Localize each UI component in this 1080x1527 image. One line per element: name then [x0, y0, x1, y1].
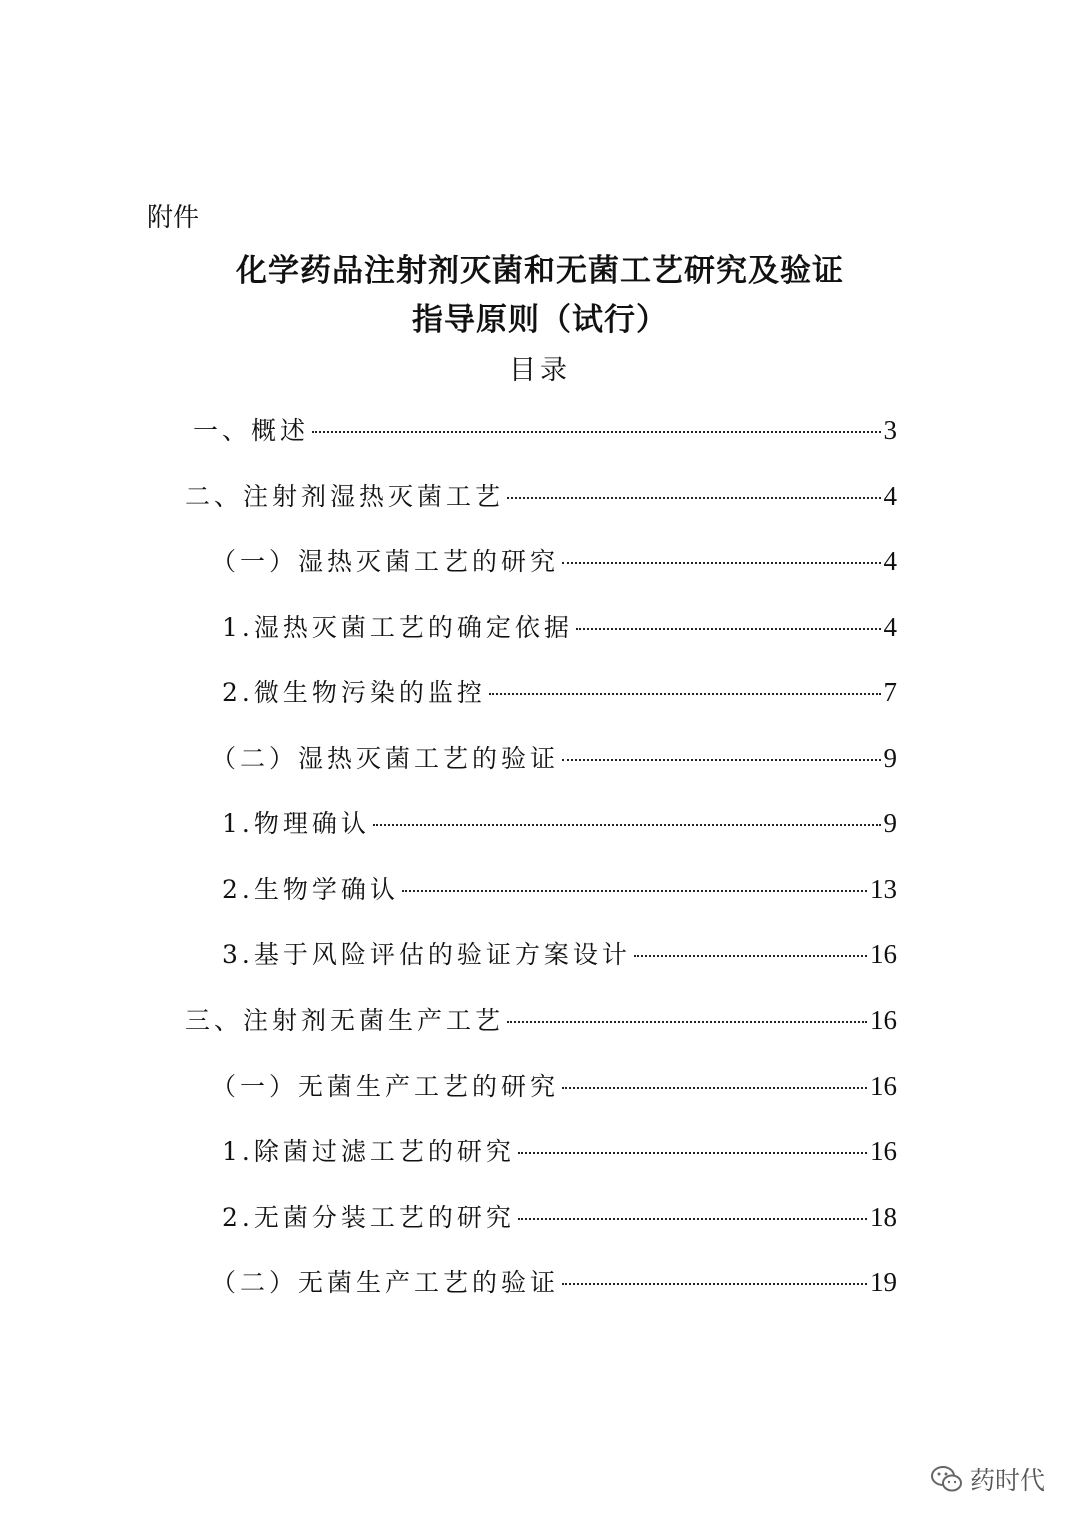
toc-entry[interactable]	[222, 1197, 897, 1237]
toc-entry-label: 1.物理确认	[222, 809, 370, 838]
wechat-icon	[930, 1464, 964, 1494]
toc-entry[interactable]	[211, 1262, 897, 1302]
toc-entry-label: 2.无菌分装工艺的研究	[222, 1203, 515, 1232]
toc-entry-page: 4	[883, 546, 897, 576]
toc-entry-label: （二）湿热灭菌工艺的验证	[211, 744, 560, 773]
watermark	[930, 1459, 1045, 1499]
toc-entry-label: 1.除菌过滤工艺的研究	[222, 1137, 515, 1166]
attachment-label: 附件	[147, 203, 200, 233]
toc-leader-dots	[312, 431, 880, 433]
toc-entry-page: 19	[870, 1267, 897, 1297]
toc-entry-page: 3	[883, 415, 897, 445]
toc-entry[interactable]	[222, 869, 897, 909]
toc-entry[interactable]	[211, 738, 897, 778]
toc-entry-label: 一、概述	[193, 416, 310, 445]
toc-leader-dots	[507, 497, 880, 499]
toc-leader-dots	[562, 1087, 867, 1089]
toc-leader-dots	[402, 890, 867, 892]
toc-entry-page: 4	[883, 612, 897, 642]
toc-leader-dots	[373, 824, 881, 826]
toc-entry-label: （一）湿热灭菌工艺的研究	[211, 547, 560, 576]
toc-leader-dots	[562, 759, 880, 761]
document-title-line-2: 指导原则（试行）	[412, 302, 668, 338]
toc-entry-page: 16	[870, 1005, 897, 1035]
toc-entry-label: （二）无菌生产工艺的验证	[211, 1268, 560, 1297]
toc-leader-dots	[576, 628, 881, 630]
toc-leader-dots	[562, 1283, 867, 1285]
toc-entry-page: 16	[870, 939, 897, 969]
toc-entry[interactable]	[222, 934, 897, 974]
document-title-line-1: 化学药品注射剂灭菌和无菌工艺研究及验证	[236, 253, 844, 289]
toc-entry-label: （一）无菌生产工艺的研究	[211, 1072, 560, 1101]
toc-entry-page: 16	[870, 1136, 897, 1166]
toc-entry[interactable]	[193, 410, 897, 450]
toc-entry-page: 9	[883, 743, 897, 773]
toc-entry[interactable]	[222, 1131, 897, 1171]
toc-entry[interactable]	[222, 672, 897, 712]
toc-entry-page: 4	[883, 481, 897, 511]
toc-entry-label: 3.基于风险评估的验证方案设计	[222, 940, 631, 969]
watermark-text: 药时代	[970, 1466, 1046, 1495]
toc-heading: 目录	[509, 355, 571, 386]
toc-entry-label: 2.微生物污染的监控	[222, 678, 486, 707]
toc-entry-label: 1.湿热灭菌工艺的确定依据	[222, 613, 573, 642]
toc-entry[interactable]	[222, 607, 897, 647]
toc-entry-page: 16	[870, 1071, 897, 1101]
toc-entry-label: 2.生物学确认	[222, 875, 399, 904]
toc-leader-dots	[507, 1021, 867, 1023]
toc-entry-page: 7	[883, 677, 897, 707]
toc-leader-dots	[562, 562, 880, 564]
toc-entry-page: 9	[883, 808, 897, 838]
toc-entry[interactable]	[185, 1000, 897, 1040]
toc-entry-page: 18	[870, 1202, 897, 1232]
toc-entry-label: 二、注射剂湿热灭菌工艺	[185, 482, 505, 511]
toc-entry[interactable]	[211, 1066, 897, 1106]
toc-entry[interactable]	[185, 476, 897, 516]
toc-entry[interactable]	[211, 541, 897, 581]
toc-leader-dots	[634, 955, 867, 957]
toc-entry-page: 13	[870, 874, 897, 904]
toc-leader-dots	[518, 1152, 867, 1154]
toc-leader-dots	[489, 693, 881, 695]
toc-entry-label: 三、注射剂无菌生产工艺	[185, 1006, 505, 1035]
toc-entry[interactable]	[222, 803, 897, 843]
toc-leader-dots	[518, 1218, 867, 1220]
